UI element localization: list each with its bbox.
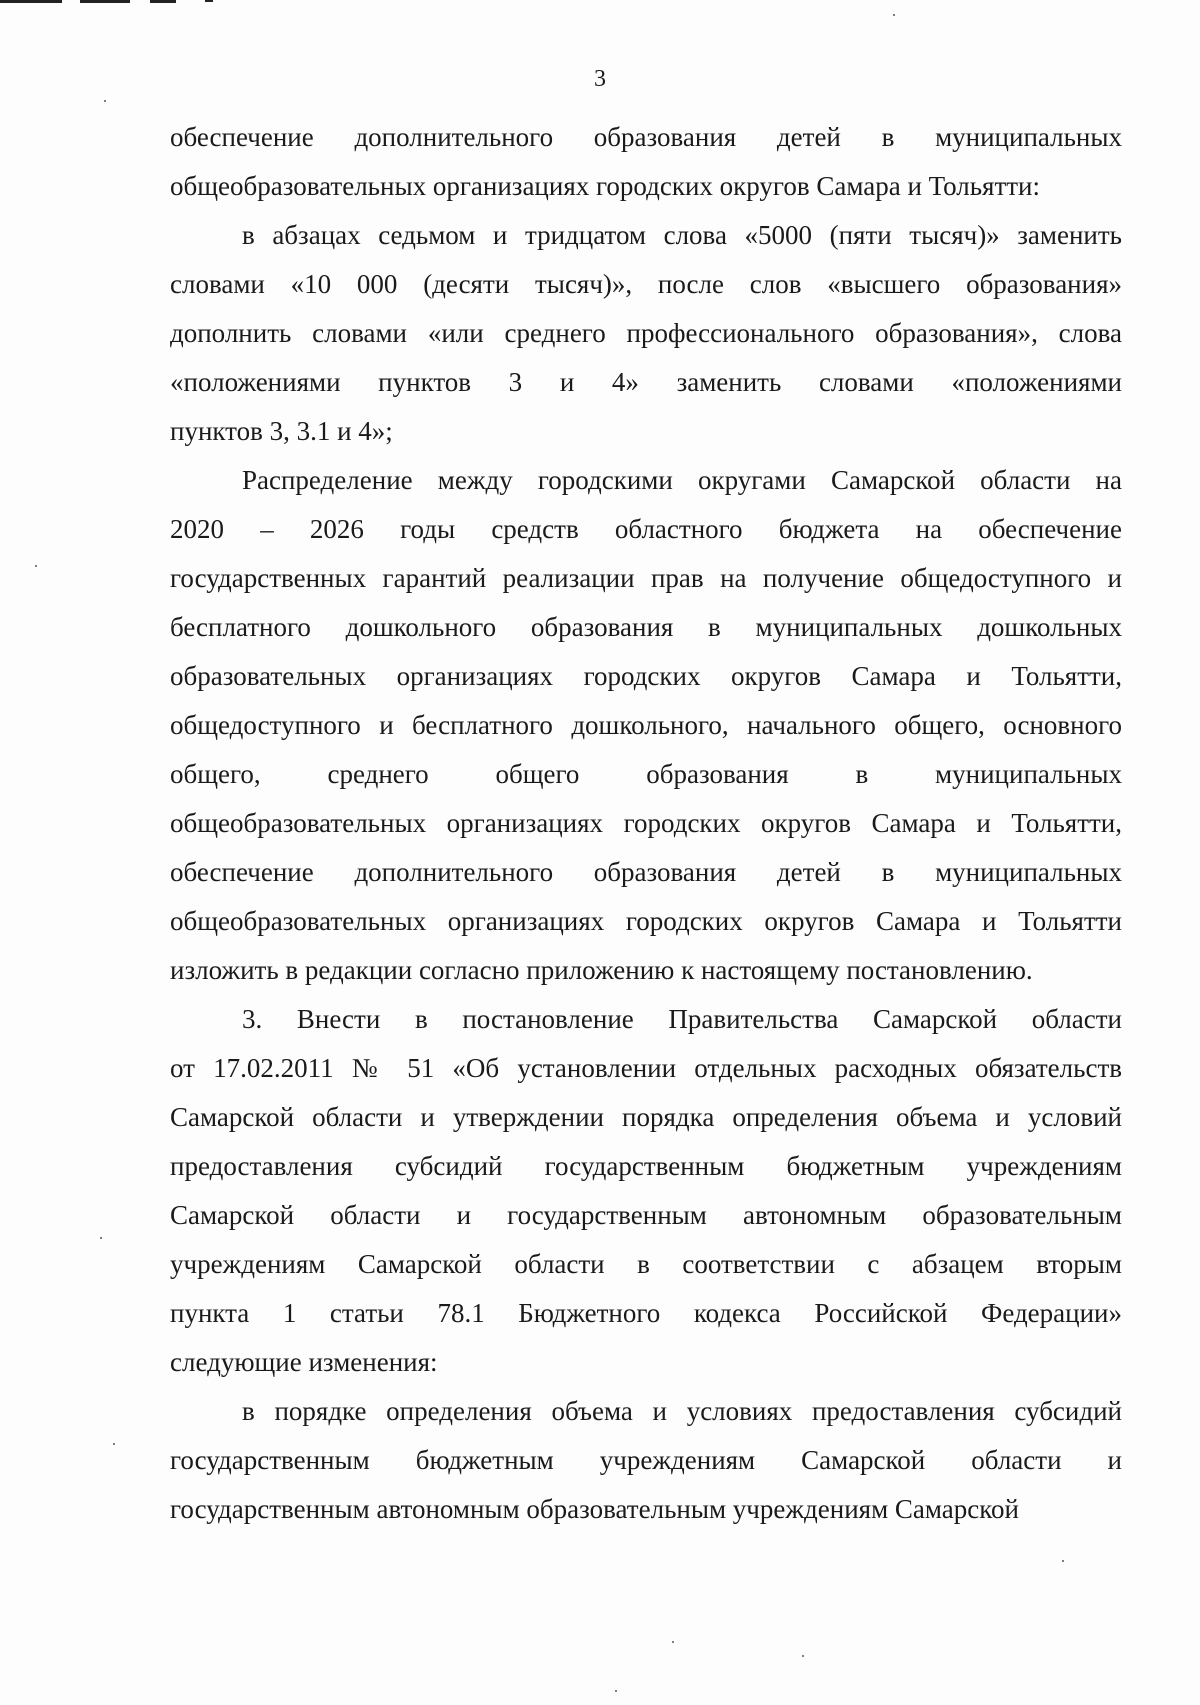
scan-speck — [615, 1690, 617, 1692]
text-line: общеобразовательных организациях городских округов Самара и Тольятти, — [170, 808, 1122, 838]
scan-artifact — [0, 0, 62, 3]
text-line: обеспечение дополнительного образования детей в муниципальных — [170, 857, 1122, 887]
text-line: государственным бюджетным учреждениям Самарской области и — [170, 1445, 1122, 1475]
document-body — [170, 113, 1122, 1534]
text-line: общедоступного и бесплатного дошкольного, начального общего, основного — [170, 710, 1122, 740]
text-line: 2020 – 2026 годы средств областного бюджета на обеспечение — [170, 514, 1122, 544]
scan-speck — [1062, 1560, 1064, 1562]
text-line: пунктов 3, 3.1 и 4»; — [170, 416, 393, 446]
text-line: учреждениям Самарской области в соответствии с абзацем вторым — [170, 1249, 1122, 1279]
text-line: государственным автономным образовательным учреждениям Самарской — [170, 1494, 1019, 1524]
text-line: 3. Внести в постановление Правительства Самарской области — [242, 1004, 1122, 1034]
text-line: изложить в редакции согласно приложению к настоящему постановлению. — [170, 955, 1033, 985]
text-line: Самарской области и государственным автономным образовательным — [170, 1200, 1122, 1230]
text-line: в абзацах седьмом и тридцатом слова «5000 (пяти тысяч)» заменить — [242, 220, 1122, 250]
scan-speck — [104, 100, 106, 102]
text-line: предоставления субсидий государственным бюджетным учреждениям — [170, 1151, 1122, 1181]
text-line: бесплатного дошкольного образования в муниципальных дошкольных — [170, 612, 1122, 642]
text-line: Самарской области и утверждении порядка определения объема и условий — [170, 1102, 1122, 1132]
scan-speck — [35, 565, 37, 567]
paragraph-p2 — [170, 211, 1122, 456]
scan-speck — [100, 1237, 102, 1239]
paragraph-p1 — [170, 113, 1122, 211]
text-line: словами «10 000 (десяти тысяч)», после слов «высшего образования» — [170, 269, 1122, 299]
paragraph-p5 — [170, 1387, 1122, 1534]
text-line: общеобразовательных организациях городских округов Самара и Тольятти — [170, 906, 1122, 936]
text-line: государственных гарантий реализации прав на получение общедоступного и — [170, 563, 1122, 593]
text-line: обеспечение дополнительного образования детей в муниципальных — [170, 122, 1122, 152]
text-line: пункта 1 статьи 78.1 Бюджетного кодекса Российской Федерации» — [170, 1298, 1122, 1328]
scan-speck — [893, 14, 895, 16]
scan-artifact — [205, 0, 213, 2]
text-line: образовательных организациях городских округов Самара и Тольятти, — [170, 661, 1122, 691]
scan-artifact — [80, 0, 130, 3]
scan-speck — [672, 1641, 674, 1643]
text-line: общего, среднего общего образования в муниципальных — [170, 759, 1122, 789]
text-line: в порядке определения объема и условиях предоставления субсидий — [242, 1396, 1122, 1426]
text-line: дополнить словами «или среднего профессионального образования», слова — [170, 318, 1122, 348]
paragraph-p4 — [170, 995, 1122, 1387]
paragraph-p3 — [170, 456, 1122, 995]
text-line: «положениями пунктов 3 и 4» заменить словами «положениями — [170, 367, 1122, 397]
text-line: от 17.02.2011 № 51 «Об установлении отдельных расходных обязательств — [170, 1053, 1122, 1083]
text-line: Распределение между городскими округами Самарской области на — [242, 465, 1122, 495]
scan-artifact — [150, 0, 176, 3]
text-line: общеобразовательных организациях городских округов Самара и Тольятти: — [170, 171, 1040, 201]
text-line: следующие изменения: — [170, 1347, 438, 1377]
scan-speck — [113, 1443, 115, 1445]
scan-speck — [802, 1655, 804, 1657]
page-number: 3 — [594, 66, 606, 92]
